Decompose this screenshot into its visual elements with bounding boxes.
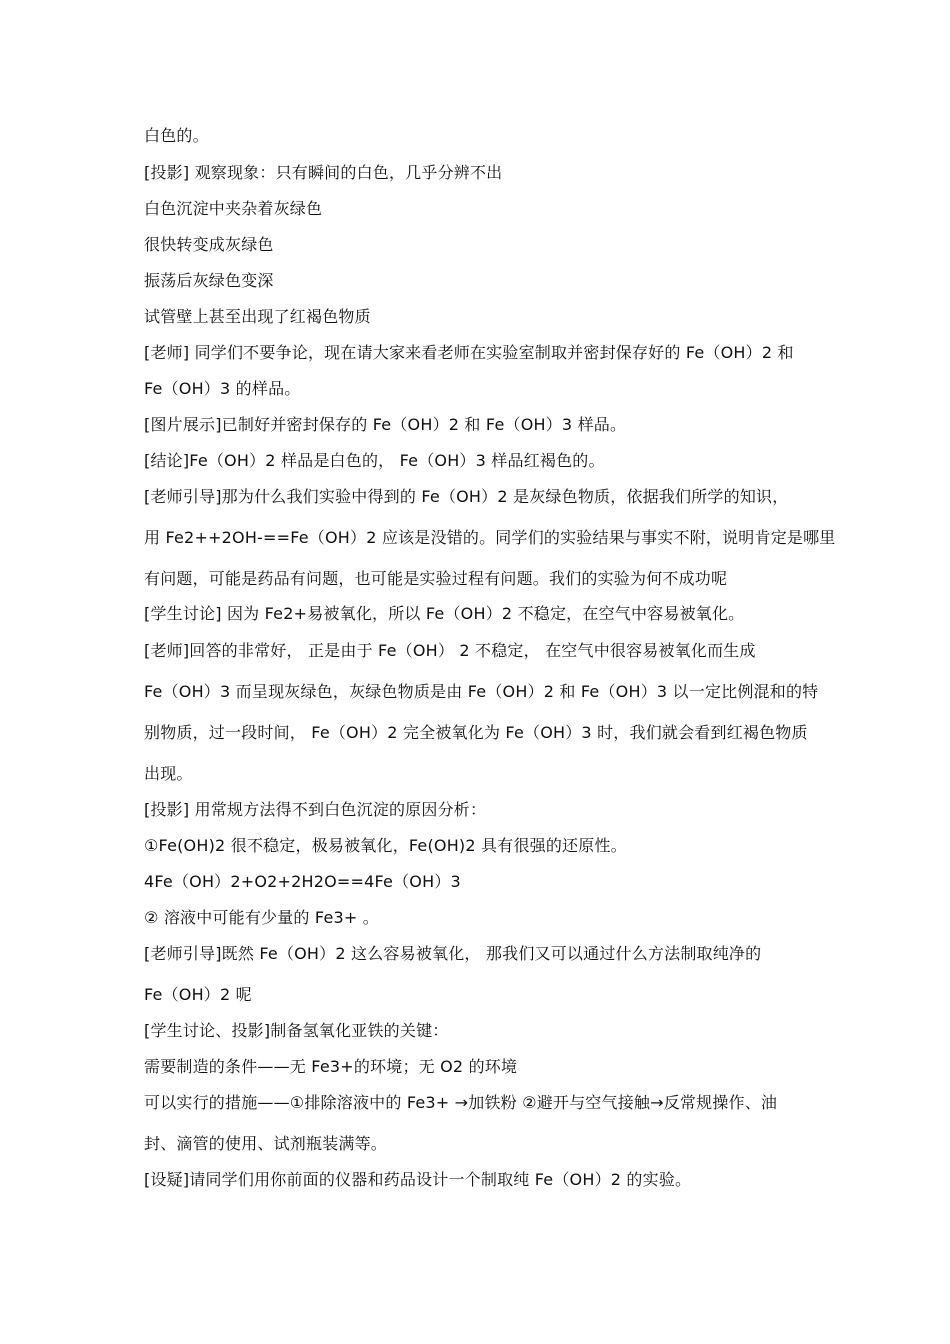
text-line: [学生讨论、投影]制备氢氧化亚铁的关键： [144, 1021, 449, 1040]
text-line: 封、滴管的使用、试剂瓶装满等。 [144, 1134, 388, 1153]
text-line: [老师引导]那为什么我们实验中得到的 Fe（OH）2 是灰绿色物质，依据我们所学的知识， [144, 487, 789, 506]
text-line: [设疑]请同学们用你前面的仪器和药品设计一个制取纯 Fe（OH）2 的实验。 [144, 1170, 692, 1189]
text-line: [图片展示]已制好并密封保存的 Fe（OH）2 和 Fe（OH）3 样品。 [144, 415, 627, 434]
text-line: 需要制造的条件——无 Fe3+的环境；无 O2 的环境 [144, 1057, 518, 1076]
text-line: 振荡后灰绿色变深 [144, 271, 274, 290]
text-line: 4Fe（OH）2+O2+2H2O==4Fe（OH）3 [144, 872, 461, 891]
text-line: [投影] 观察现象：只有瞬间的白色，几乎分辨不出 [144, 163, 503, 182]
text-line: 很快转变成灰绿色 [144, 235, 274, 254]
text-line: 有问题，可能是药品有问题，也可能是实验过程有问题。我们的实验为何不成功呢 [144, 569, 728, 588]
text-line: Fe（OH）3 而呈现灰绿色，灰绿色物质是由 Fe（OH）2 和 Fe（OH）3 以一定比例混和的特 [144, 682, 819, 701]
text-line: [老师引导]既然 Fe（OH）2 这么容易被氧化， 那我们又可以通过什么方法制取纯净的 [144, 944, 762, 963]
text-line: Fe（OH）2 呢 [144, 985, 252, 1004]
text-line: [老师] 同学们不要争论，现在请大家来看老师在实验室制取并密封保存好的 Fe（OH）2 和 [144, 343, 794, 362]
text-line: 白色沉淀中夹杂着灰绿色 [144, 199, 323, 218]
text-line: ①Fe(OH)2 很不稳定，极易被氧化，Fe(OH)2 具有很强的还原性。 [144, 836, 627, 855]
text-line: 可以实行的措施——①排除溶液中的 Fe3+ →加铁粉 ②避开与空气接触→反常规操作、油 [144, 1093, 778, 1112]
text-line: 试管壁上甚至出现了红褐色物质 [144, 307, 371, 326]
text-line: Fe（OH）3 的样品。 [144, 379, 301, 398]
text-line: 白色的。 [144, 126, 209, 145]
text-line: [老师]回答的非常好， 正是由于 Fe（OH） 2 不稳定， 在空气中很容易被氧化而生成 [144, 641, 756, 660]
text-line: 用 Fe2++2OH-==Fe（OH）2 应该是没错的。同学们的实验结果与事实不附，说明肯定是哪里 [144, 528, 836, 547]
text-line: 出现。 [144, 764, 193, 783]
text-line: ② 溶液中可能有少量的 Fe3+ 。 [144, 908, 379, 927]
text-line: [学生讨论] 因为 Fe2+易被氧化，所以 Fe（OH）2 不稳定，在空气中容易被氧化。 [144, 604, 745, 623]
text-line: [投影] 用常规方法得不到白色沉淀的原因分析： [144, 800, 487, 819]
text-line: 别物质，过一段时间， Fe（OH）2 完全被氧化为 Fe（OH）3 时，我们就会看到红褐色物质 [144, 723, 808, 742]
text-line: [结论]Fe（OH）2 样品是白色的， Fe（OH）3 样品红褐色的。 [144, 451, 605, 470]
